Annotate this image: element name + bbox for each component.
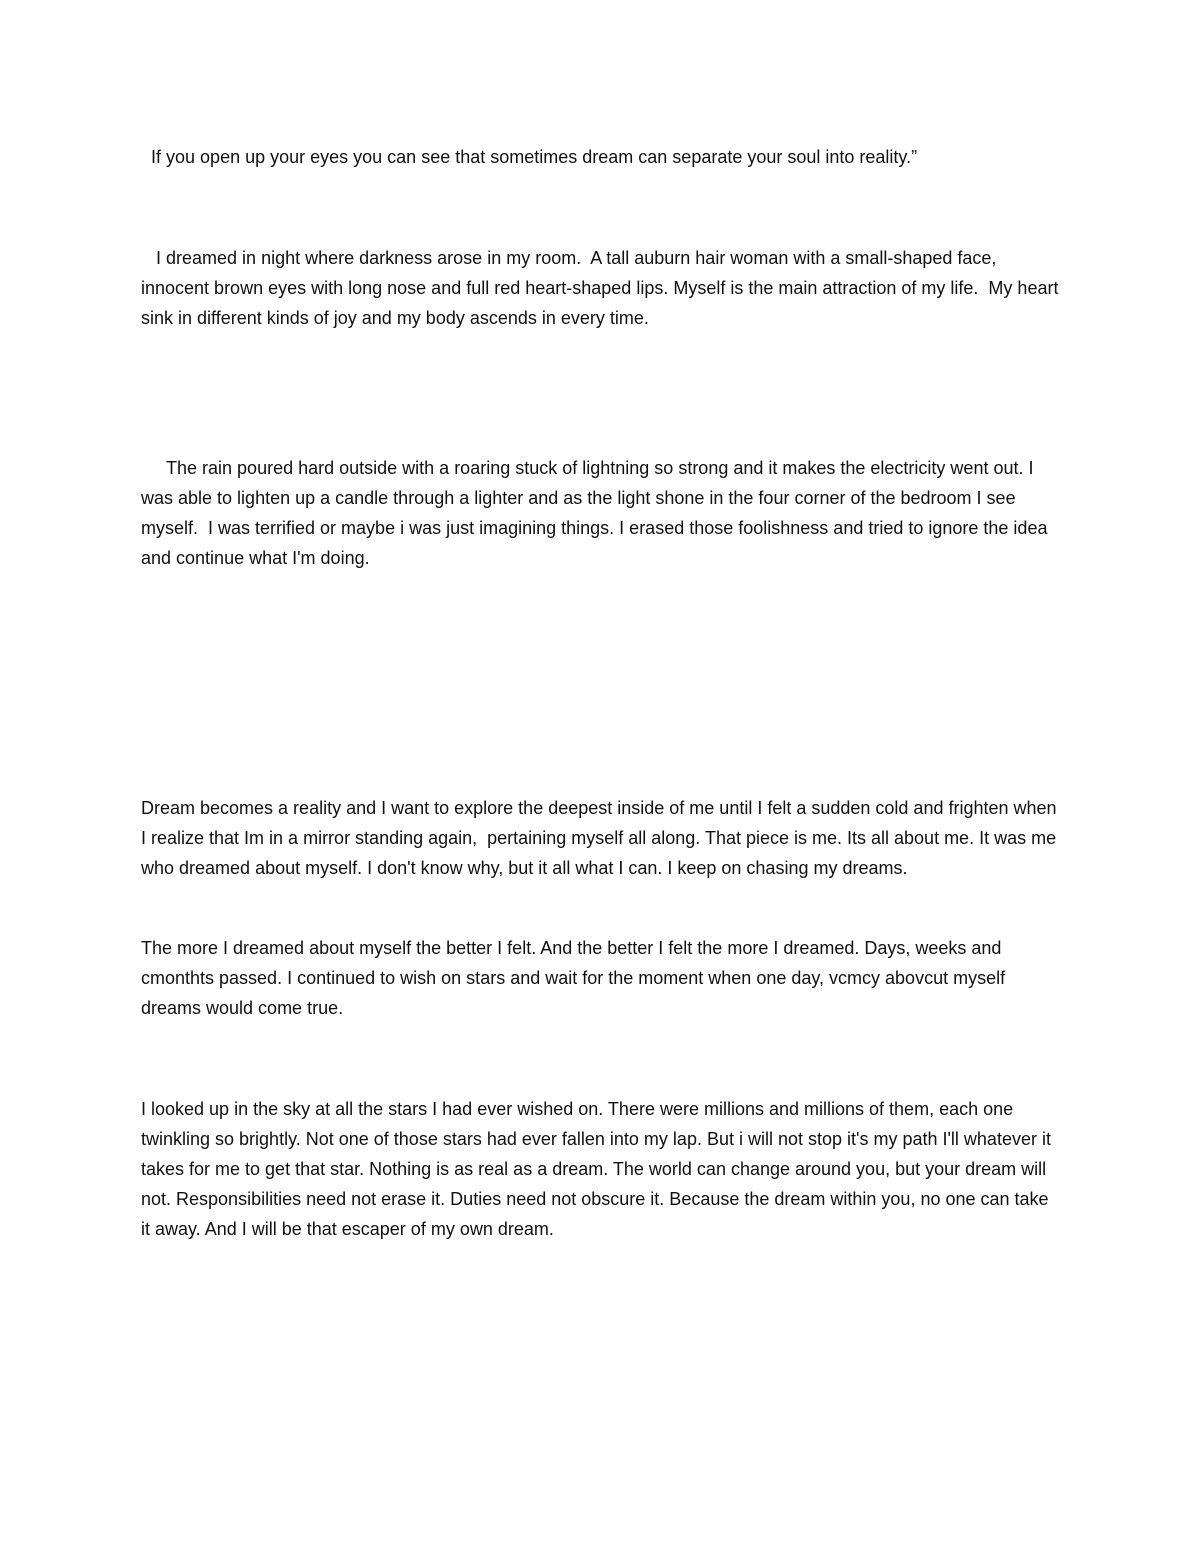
paragraph-dream-reality: Dream becomes a reality and I want to explore the deepest inside of me until I felt a sudden cold and frighten when I realize that Im in a mirror standing again, pertaining myself all along. That piece is me. Its all about me. It was me who dreamed about myself. I don't know why, but it all what I can. I keep on chasing my dreams.: [141, 798, 1062, 878]
paragraph-dreamed-more: The more I dreamed about myself the better I felt. And the better I felt the more I dreamed. Days, weeks and cmonthts passed. I continued to wish on stars and wait for the moment when one day, vcmcy abovcut myself dreams would come true.: [141, 938, 1011, 1018]
paragraph-dream-night: I dreamed in night where darkness arose in my room. A tall auburn hair woman with a small-shaped face, innocent brown eyes with long nose and full red heart-shaped lips. Myself is the main attraction of my life. My heart sink in different kinds of joy and my body ascends in every time.: [141, 248, 1064, 328]
paragraph-stars: I looked up in the sky at all the stars I had ever wished on. There were millions and millions of them, each one twinkling so brightly. Not one of those stars had ever fallen into my lap. But i will not stop it's my path I'll whatever it takes for me to get that star. Nothing is as real as a dream. The world can change around you, but your dream will not. Responsibilities need not erase it. Duties need not obscure it. Because the dream within you, no one can take it away. And I will be that escaper of my own dream.: [141, 1099, 1056, 1239]
paragraph-rain-storm: The rain poured hard outside with a roaring stuck of lightning so strong and it makes the electricity went out. I was able to lighten up a candle through a lighter and as the light shone in the four corner of the bedroom I see myself. I was terrified or maybe i was just imagining things. I erased those foolishness and tried to ignore the idea and continue what I'm doing.: [141, 458, 1053, 568]
paragraph-opening-quote: If you open up your eyes you can see that sometimes dream can separate your soul into reality.”: [141, 147, 918, 167]
